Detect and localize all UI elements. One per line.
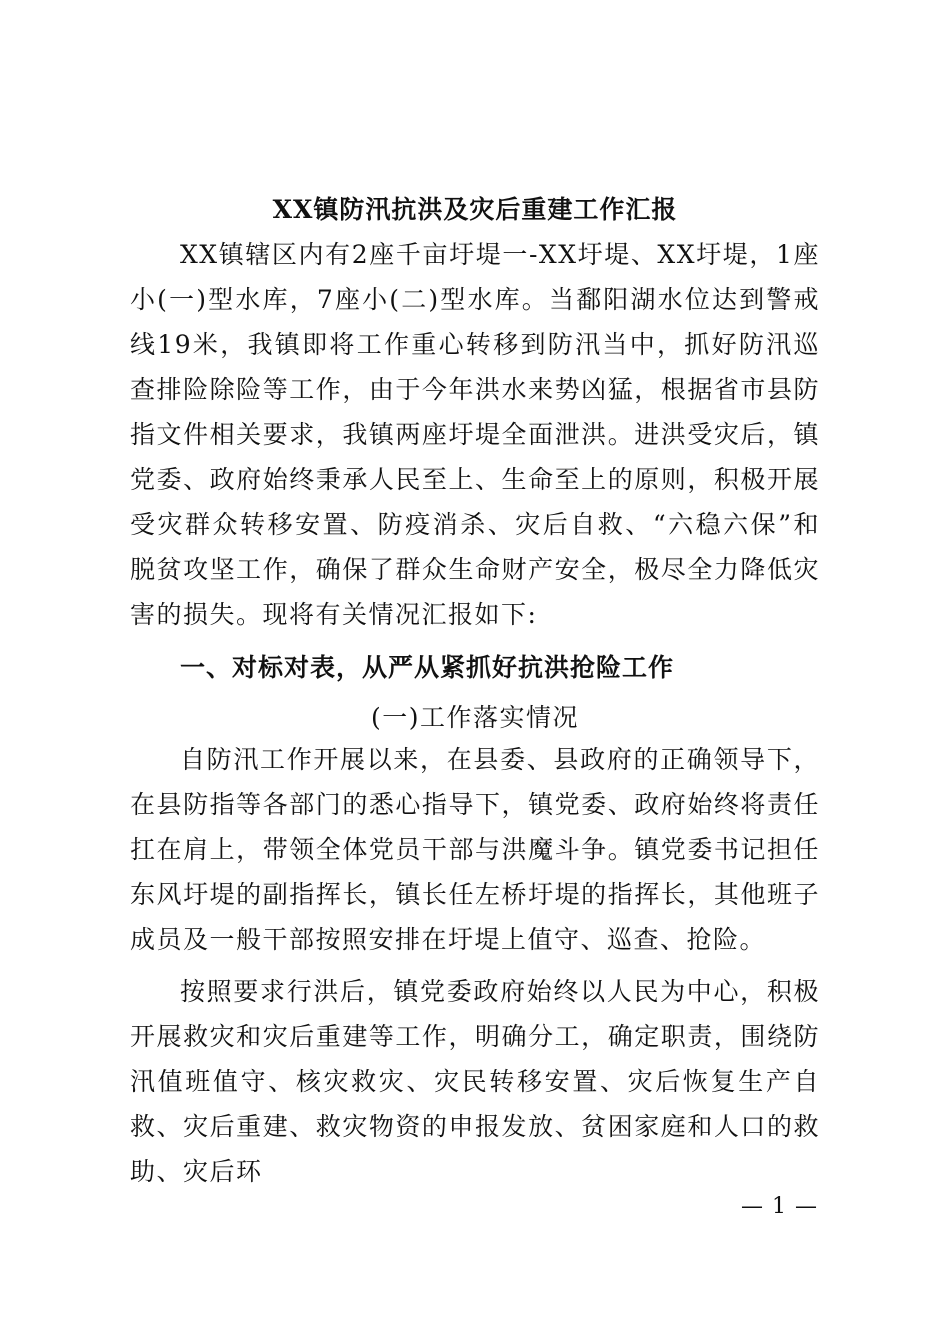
- body-paragraph-2: 按照要求行洪后，镇党委政府始终以人民为中心，积极开展救灾和灾后重建等工作，明确分工，确定职责，围绕防汛值班值守、核灾救灾、灾民转移安置、灾后恢复生产自救、灾后重建、救灾物资的申报发放、贫困家庭和人口的救助、灾后环: [130, 977, 820, 1186]
- body-paragraph-1: 自防汛工作开展以来，在县委、县政府的正确领导下，在县防指等各部门的悉心指导下，镇党委、政府始终将责任扛在肩上，带领全体党员干部与洪魔斗争。镇党委书记担任东风圩堤的副指挥长，镇长任左桥圩堤的指挥长，其他班子成员及一般干部按照安排在圩堤上值守、巡查、抢险。: [130, 745, 820, 954]
- document-title: XX镇防汛抗洪及灾后重建工作汇报: [272, 195, 678, 224]
- section-heading: 一、对标对表，从严从紧抓好抗洪抢险工作: [180, 653, 675, 682]
- intro-paragraph: XX镇辖区内有2座千亩圩堤一-XX圩堤、XX圩堤，1座小(一)型水库，7座小(二)型水库。当鄱阳湖水位达到警戒线19米，我镇即将工作重心转移到防汛当中，抓好防汛巡查排险除险等工作，由于今年洪水来势凶猛，根据省市县防指文件相关要求，我镇两座圩堤全面泄洪。进洪受灾后，镇党委、政府始终秉承人民至上、生命至上的原则，积极开展受灾群众转移安置、防疫消杀、灾后自救、“六稳六保”和脱贫攻坚工作，确保了群众生命财产安全，极尽全力降低灾害的损失。现将有关情况汇报如下:: [130, 240, 820, 629]
- subsection-heading: (一)工作落实情况: [370, 703, 579, 732]
- page-number: — 1 —: [741, 1194, 818, 1219]
